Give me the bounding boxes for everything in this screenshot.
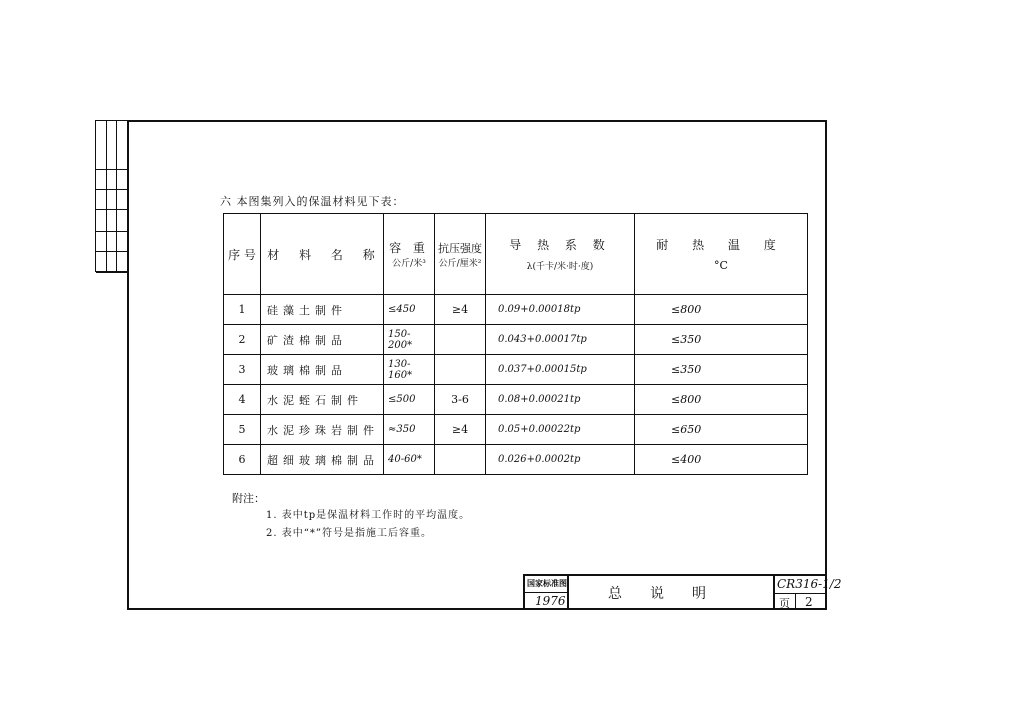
header-index: 序 号 [224, 214, 261, 295]
cell-index: 6 [224, 445, 261, 475]
cell-temperature: ≤350 [635, 325, 808, 355]
cell-density: ≤450 [384, 295, 435, 325]
table-row [224, 355, 808, 385]
year: 1976 [535, 594, 566, 608]
cell-temperature: ≤350 [635, 355, 808, 385]
cell-conductivity: 0.09+0.00018tp [486, 295, 635, 325]
table-row [224, 325, 808, 355]
cell-index: 2 [224, 325, 261, 355]
header-density: 容 重 公斤/米³ [384, 214, 435, 295]
cell-index: 5 [224, 415, 261, 445]
cell-temperature: ≤400 [635, 445, 808, 475]
insulation-materials-table [223, 213, 808, 475]
table-row [224, 385, 808, 415]
cell-density: ≈350 [384, 415, 435, 445]
cell-density: ≤500 [384, 385, 435, 415]
cell-index: 4 [224, 385, 261, 415]
header-name: 材 料 名 称 [261, 214, 384, 295]
header-temperature: 耐 热 温 度 °C [635, 214, 808, 295]
cell-strength: ≥4 [435, 295, 486, 325]
page-number: 2 [805, 595, 813, 609]
page-label: 页 [779, 597, 790, 610]
cell-strength: ≥4 [435, 415, 486, 445]
cell-temperature: ≤650 [635, 415, 808, 445]
cell-conductivity: 0.026+0.0002tp [486, 445, 635, 475]
note-item: 2. 表中“*”符号是指施工后容重。 [266, 528, 432, 539]
drawing-code: CR316-1/2 [777, 577, 842, 591]
cell-name: 玻璃棉制品 [261, 355, 384, 385]
cell-name: 硅藻土制件 [261, 295, 384, 325]
cell-density: 40-60* [384, 445, 435, 475]
cell-temperature: ≤800 [635, 385, 808, 415]
notes-section [232, 490, 471, 539]
cell-conductivity: 0.043+0.00017tp [486, 325, 635, 355]
org-name: 国家标准图 [527, 578, 567, 588]
cell-conductivity: 0.05+0.00022tp [486, 415, 635, 445]
title-block-org-cell [525, 576, 569, 610]
header-conductivity: 导 热 系 数 λ(千卡/米·时·度) [486, 214, 635, 295]
section-heading: 六 本图集列入的保温材料见下表： [220, 195, 405, 208]
cell-index: 3 [224, 355, 261, 385]
drawing-title: 总说明 [569, 576, 775, 610]
cell-index: 1 [224, 295, 261, 325]
cell-density: 130-160* [384, 355, 435, 385]
header-strength: 抗压强度 公斤/厘米² [435, 214, 486, 295]
table-row [224, 445, 808, 475]
approval-stamp-column [95, 120, 127, 272]
cell-name: 水泥珍珠岩制件 [261, 415, 384, 445]
table-header-row [224, 214, 808, 295]
cell-density: 150-200* [384, 325, 435, 355]
note-item: 1. 表中tp是保温材料工作时的平均温度。 [266, 510, 471, 521]
notes-label: 附注： [232, 492, 265, 505]
cell-name: 水泥蛭石制件 [261, 385, 384, 415]
cell-temperature: ≤800 [635, 295, 808, 325]
table-row [224, 415, 808, 445]
table-row [224, 295, 808, 325]
cell-strength [435, 445, 486, 475]
cell-strength [435, 325, 486, 355]
cell-name: 矿渣棉制品 [261, 325, 384, 355]
cell-name: 超细玻璃棉制品 [261, 445, 384, 475]
cell-strength [435, 355, 486, 385]
cell-strength: 3-6 [435, 385, 486, 415]
title-block [523, 574, 842, 610]
cell-conductivity: 0.037+0.00015tp [486, 355, 635, 385]
title-block-code-cell [775, 576, 842, 610]
cell-conductivity: 0.08+0.00021tp [486, 385, 635, 415]
